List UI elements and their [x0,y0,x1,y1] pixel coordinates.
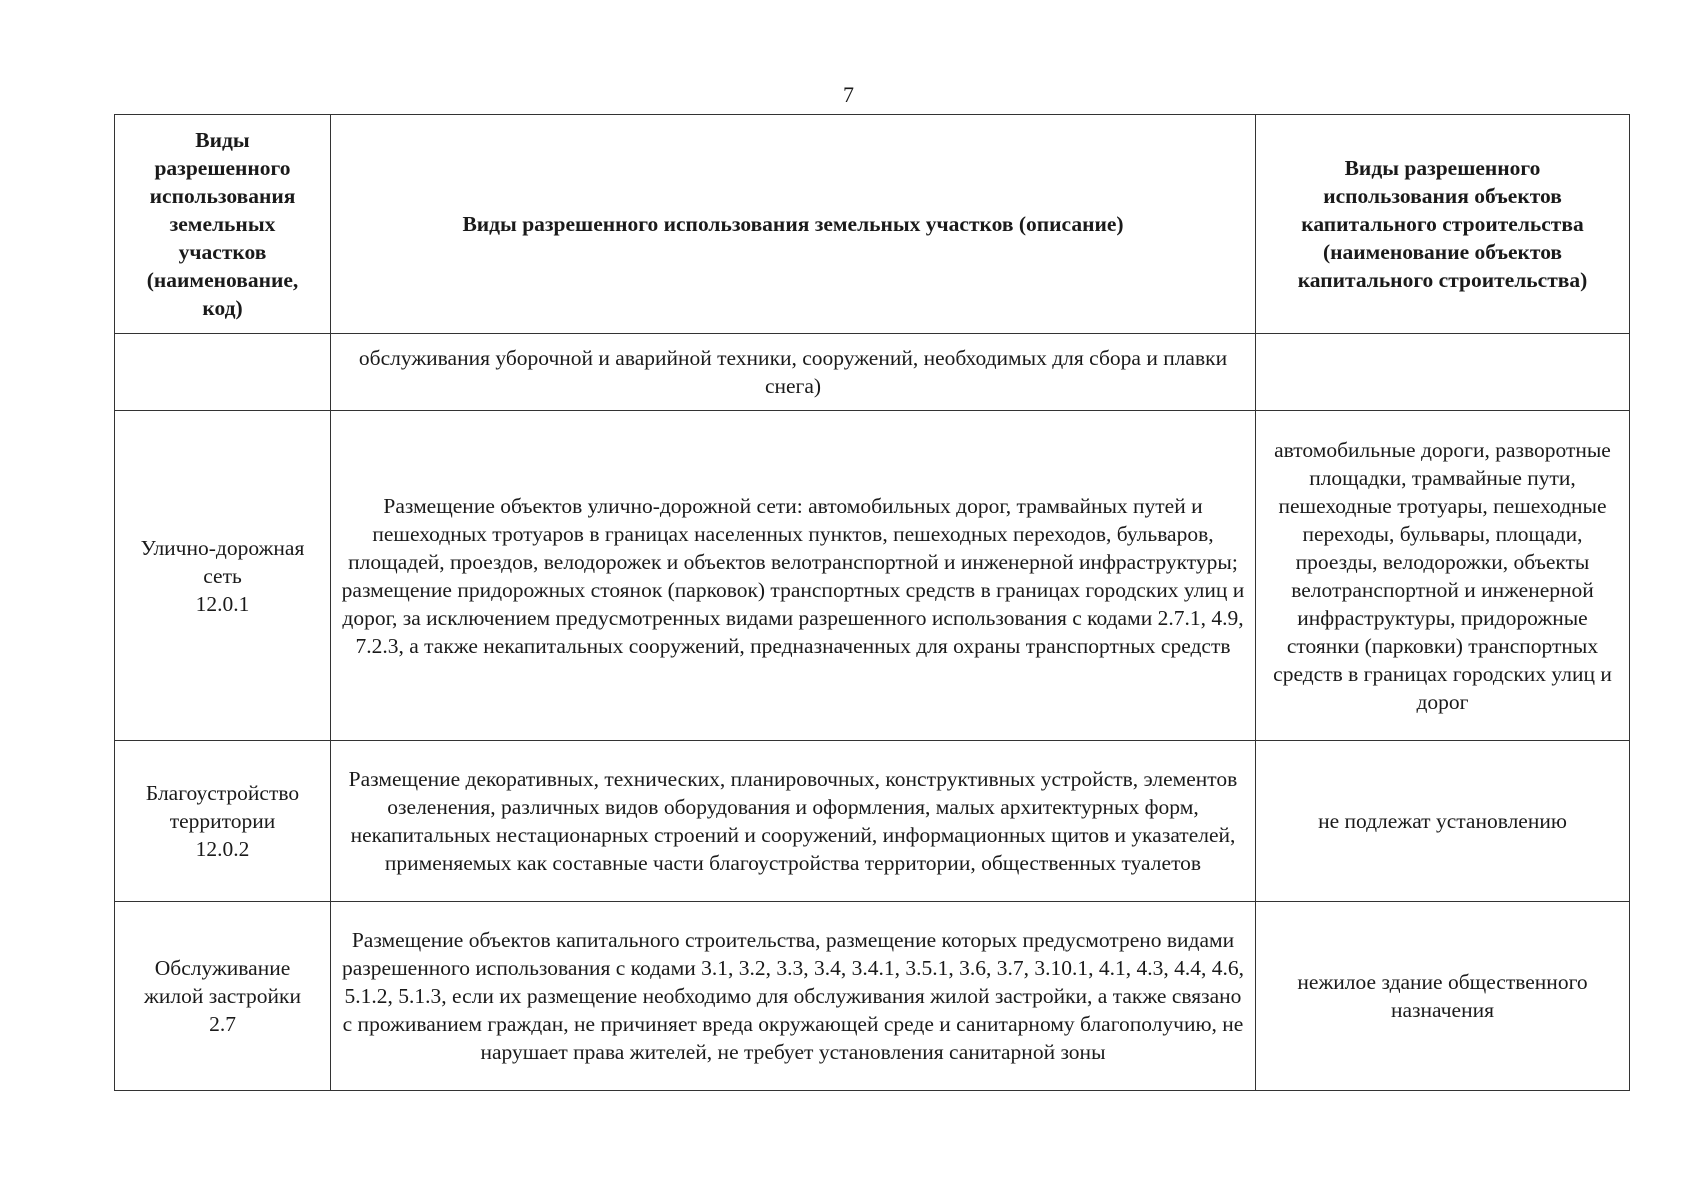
page-number: 7 [843,82,854,107]
row-3-name: Благоустройство территории [145,781,300,833]
row-3-objects: не подлежат установлению [1256,741,1630,902]
land-use-table [114,114,1630,1091]
header-land-use-name-code: Виды разрешенного использования земельных участков (наименование, код) [115,115,331,334]
row-1-name-cell [115,334,331,411]
table-row [115,411,1630,741]
row-1-objects [1256,334,1630,411]
row-1-description: обслуживания уборочной и аварийной техники, сооружений, необходимых для сбора и плавки снега) [331,334,1256,411]
row-4-objects: нежилое здание общественного назначения [1256,902,1630,1091]
header-land-use-description: Виды разрешенного использования земельных участков (описание) [331,115,1256,334]
row-4-name: Обслуживание жилой застройки [144,956,301,1008]
table-row [115,334,1630,411]
header-capital-construction-objects: Виды разрешенного использования объектов капитального строительства (наименование объектов капитального строительства) [1256,115,1630,334]
table-row [115,902,1630,1091]
row-2-objects: автомобильные дороги, разворотные площадки, трамвайные пути, пешеходные тротуары, пешеходные переходы, бульвары, площади, проезды, велодорожки, объекты велотранспортной и инженерной инфраструктуры, придорожные стоянки (парковки) транспортных средств в границах городских улиц и дорог [1256,411,1630,741]
row-4-code: 2.7 [209,1012,236,1036]
table-row [115,741,1630,902]
row-4-description: Размещение объектов капитального строительства, размещение которых предусмотрено видами разрешенного использования с кодами 3.1, 3.2, 3.3, 3.4, 3.4.1, 3.5.1, 3.6, 3.7, 3.10.1, 4.1, 4.3, 4.4, 4.6, 5.1.2, 5.1.3, если их размещение необходимо для обслуживания жилой застройки, а также связано с проживанием граждан, не причиняет вреда окружающей среде и санитарному благополучию, не нарушает права жителей, не требует установления санитарной зоны [331,902,1256,1091]
table-header-row [115,115,1630,334]
row-2-name-cell [115,411,331,741]
row-3-name-cell [115,741,331,902]
row-3-code: 12.0.2 [195,837,250,861]
row-2-description: Размещение объектов улично-дорожной сети: автомобильных дорог, трамвайных путей и пешеходных тротуаров в границах населенных пунктов, пешеходных переходов, бульваров, площадей, проездов, велодорожек и объектов велотранспортной и инженерной инфраструктуры; размещение придорожных стоянок (парковок) транспортных средств в границах городских улиц и дорог, за исключением предусмотренных видами разрешенного использования с кодами 2.7.1, 4.9, 7.2.3, а также некапитальных сооружений, предназначенных для охраны транспортных средств [331,411,1256,741]
row-3-description: Размещение декоративных, технических, планировочных, конструктивных устройств, элементов озеленения, различных видов оборудования и оформления, малых архитектурных форм, некапитальных нестационарных строений и сооружений, информационных щитов и указателей, применяемых как составные части благоустройства территории, общественных туалетов [331,741,1256,902]
row-2-code: 12.0.1 [195,591,250,616]
row-4-name-cell [115,902,331,1091]
row-2-name: Улично-дорожная сеть [140,535,305,588]
